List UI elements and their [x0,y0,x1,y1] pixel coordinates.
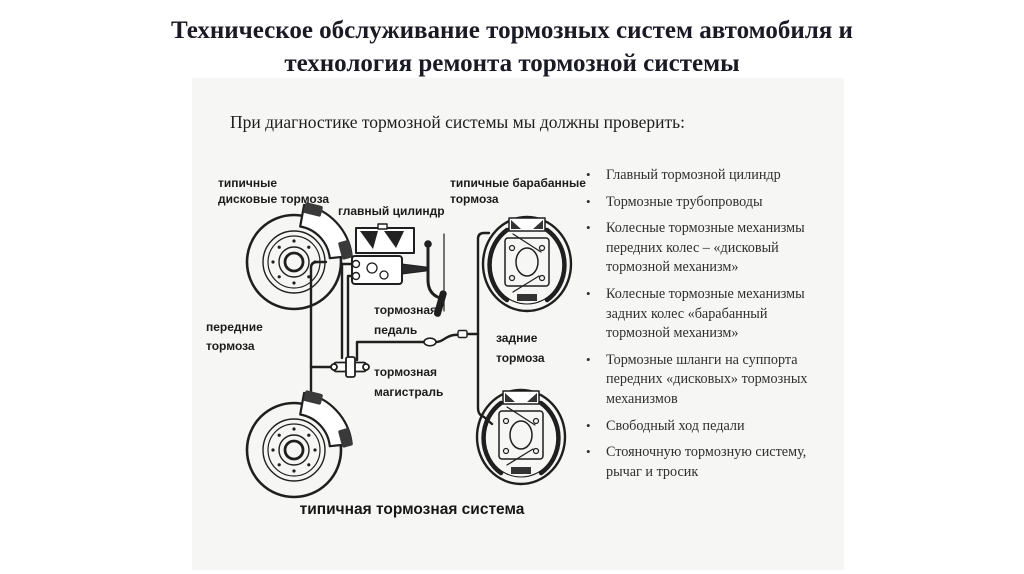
checklist-item [586,166,818,186]
checklist-item [586,219,818,278]
bullet-icon: • [586,193,591,209]
rear-drum-brake-top [483,217,571,311]
diagram-caption: типичная тормозная система [299,501,525,518]
slide-heading: При диагностике тормозной системы мы должны проверить: [230,112,685,132]
label-rear-brakes: задние тормоза [496,331,545,366]
checklist-item [586,417,818,437]
bullet-icon: • [586,444,591,460]
label-front-brakes: передние тормоза [206,320,263,354]
checklist-item [586,285,818,344]
bullet-icon: • [586,167,591,182]
label-brake-pedal: тормозная педаль [374,303,437,338]
checklist-item [586,351,818,410]
master-cylinder-figure [352,224,414,284]
bullet-icon: • [586,351,591,367]
checklist-item-text: Тормозные трубопроводы [606,193,763,210]
bullet-icon: • [586,417,591,433]
checklist-item-text: Свободный ход педали [606,417,745,434]
slide-panel [192,78,844,570]
junction-valve [331,357,369,377]
bullet-icon: • [586,285,591,301]
label-brake-line: тормозная магистраль [374,365,444,400]
label-rear-drum-brakes: типичные барабанные тормоза [450,176,586,206]
rear-drum-brake-bottom [477,390,565,484]
label-master-cylinder: главный цилиндр [338,204,445,218]
bullet-icon: • [586,220,591,236]
checklist-item-text: Колесные тормозные механизмы задних колес «барабанный тормозной механизм» [606,285,805,342]
checklist-item-text: Главный тормозной цилиндр [606,167,781,183]
checklist-item-text: Тормозные шланги на суппорта передних «дисковых» тормозных механизмов [606,351,808,407]
label-front-disc-brakes: типичные дисковые тормоза [218,176,330,206]
checklist-item-text: Колесные тормозные механизмы передних колес – «дисковый тормозной механизм» [606,220,805,276]
checklist-item [586,443,818,482]
checklist-item-text: Стояночную тормозную систему, рычаг и тросик [606,444,807,480]
diagnostics-checklist [586,166,818,489]
front-disc-brake-bottom [247,390,353,497]
page-title: Техническое обслуживание тормозных систем автомобиля и технология ремонта тормозной системы [171,17,853,77]
checklist-item [586,193,818,213]
